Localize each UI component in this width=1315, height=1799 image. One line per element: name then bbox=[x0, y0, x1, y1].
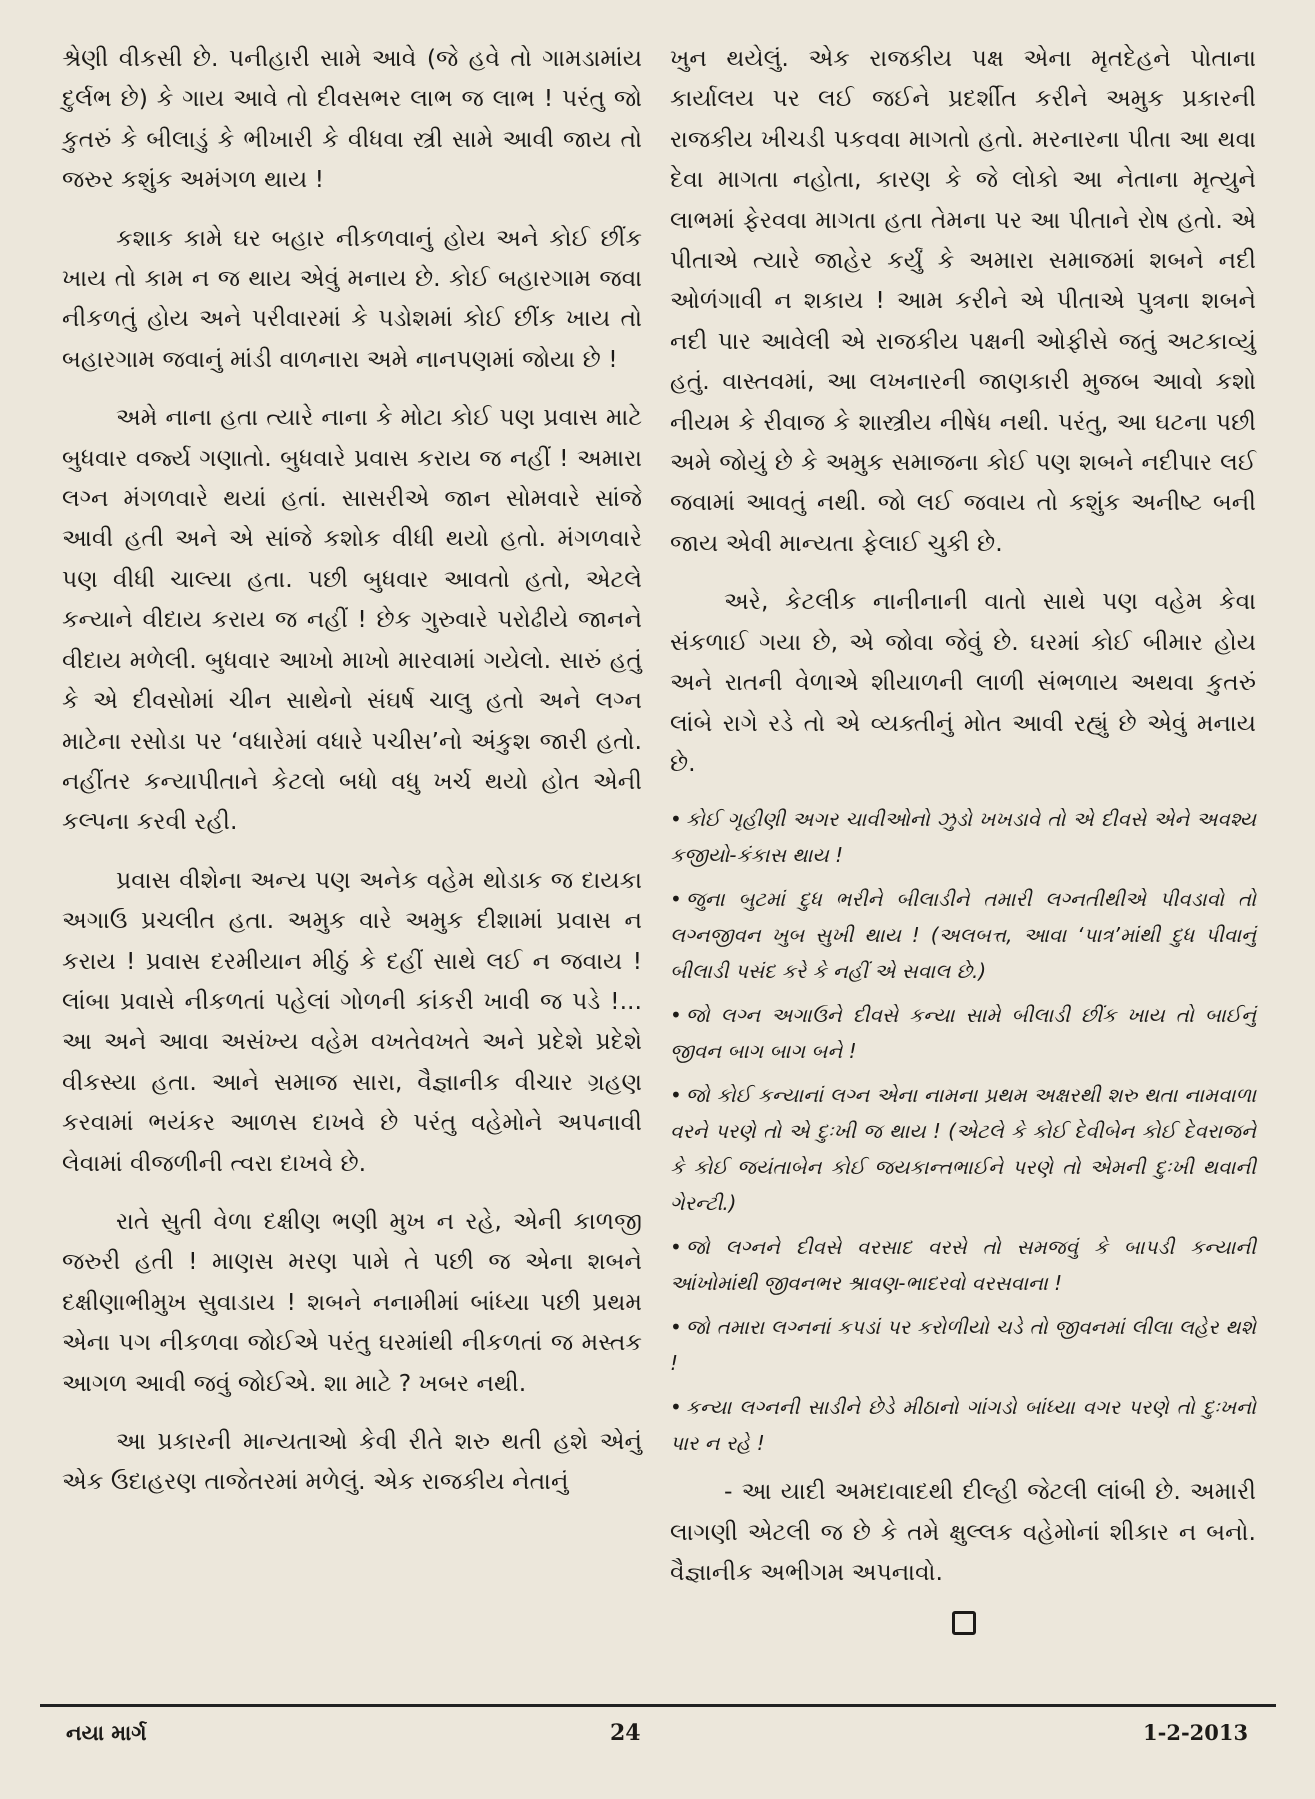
list-item-text: જો તમારા લગ્નનાં કપડાં પર કરોળીયો ચડે તો જીવનમાં લીલા લહેર થશે ! bbox=[670, 1315, 1256, 1376]
right-column bbox=[670, 38, 1256, 1635]
bullet-mark: • bbox=[670, 1083, 682, 1108]
bullet-mark: • bbox=[670, 1395, 682, 1420]
left-column bbox=[62, 38, 642, 1520]
left-paragraph-6: આ પ્રકારની માન્યતાઓ કેવી રીતે શરુ થતી હશે એનું એક ઉદાહરણ તાજેતરમાં મળેલું. એક રાજકીય નેતાનું bbox=[62, 1427, 642, 1496]
bullet-mark: • bbox=[670, 1003, 682, 1028]
footer-page-number: 24 bbox=[610, 1720, 641, 1746]
list-item bbox=[670, 1229, 1256, 1301]
list-item bbox=[670, 1077, 1256, 1221]
list-item bbox=[670, 1309, 1256, 1381]
left-paragraph-3: અમે નાના હતા ત્યારે નાના કે મોટા કોઈ પણ પ્રવાસ માટે બુધવાર વર્જ્ય ગણાતો. બુધવારે પ્રવાસ કરાય જ નહીં ! અમારા લગ્ન મંગળવારે થયાં હતાં. સાસરીએ જાન સોમવારે સાંજે આવી હતી અને એ સાંજે કશોક વીધી થયો હતો. મંગળવારે પણ વીધી ચાલ્યા હતા. પછી બુધવાર આવતો હતો, એટલે કન્યાને વીદાય કરાય જ નહીં ! છેક ગુરુવારે પરોઢીયે જાનને વીદાય મળેલી. બુધવાર આખો માખો મારવામાં ગયેલો. સારું હતું કે એ દીવસોમાં ચીન સાથેનો સંઘર્ષ ચાલુ હતો અને લગ્ન માટેના રસોડા પર ‘વધારેમાં વધારે પચીસ’નો અંકુશ જારી હતો. નહીંતર કન્યાપીતાને કેટલો બધો વધુ ખર્ચ થયો હોત એની કલ્પના કરવી રહી. bbox=[62, 403, 642, 836]
left-paragraph-4: પ્રવાસ વીશેના અન્ય પણ અનેક વહેમ થોડાક જ દાયકા અગાઉ પ્રચલીત હતા. અમુક વારે અમુક દીશામાં પ્રવાસ ન કરાય ! પ્રવાસ દરમીયાન મીઠું કે દહીં સાથે લઈ ન જવાય ! લાંબા પ્રવાસે નીકળતાં પહેલાં ગોળની કાંકરી ખાવી જ પડે !... આ અને આવા અસંખ્ય વહેમ વખતેવખતે અને પ્રદેશે પ્રદેશે વીકસ્યા હતા. આને સમાજ સારા, વૈજ્ઞાનીક વીચાર ગ્રહણ કરવામાં ભયંકર આળસ દાખવે છે પરંતુ વહેમોને અપનાવી લેવામાં વીજળીની ત્વરા દાખવે છે. bbox=[62, 865, 642, 1177]
left-paragraph-5: રાતે સુતી વેળા દક્ષીણ ભણી મુખ ન રહે, એની કાળજી જરુરી હતી ! માણસ મરણ પામે તે પછી જ એના શબને દક્ષીણાભીમુખ સુવાડાય ! શબને નનામીમાં બાંધ્યા પછી પ્રથમ એના પગ નીકળવા જોઈએ પરંતુ ઘરમાંથી નીકળતાં જ મસ્તક આગળ આવી જવું જોઈએ. શા માટે ? ખબર નથી. bbox=[62, 1206, 642, 1397]
bullet-mark: • bbox=[670, 807, 682, 832]
right-paragraph-1: ખુન થયેલું. એક રાજકીય પક્ષ એના મૃતદેહને પોતાના કાર્યાલય પર લઈ જઈને પ્રદર્શીત કરીને અમુક પ્રકારની રાજકીય ખીચડી પકવવા માગતો હતો. મરનારના પીતા આ થવા દેવા માગતા નહોતા, કારણ કે જે લોકો આ નેતાના મૃત્યુને લાભમાં ફેરવવા માગતા હતા તેમના પર આ પીતાને રોષ હતો. એ પીતાએ ત્યારે જાહેર કર્યું કે અમારા સમાજમાં શબને નદી ઓળંગાવી ન શકાય ! આમ કરીને એ પીતાએ પુત્રના શબને નદી પાર આવેલી એ રાજકીય પક્ષની ઓફીસે જતું અટકાવ્યું હતું. વાસ્તવમાં, આ લખનારની જાણકારી મુજબ આવો કશો નીયમ કે રીવાજ કે શાસ્ત્રીય નીષેધ નથી. પરંતુ, આ ઘટના પછી અમે જોયું છે કે અમુક સમાજના કોઈ પણ શબને નદીપાર લઈ જવામાં આવતું નથી. જો લઈ જવાય તો કશુંક અનીષ્ટ બની જાય એવી માન્યતા ફેલાઈ ચુકી છે. bbox=[670, 44, 1256, 557]
left-paragraph-2: કશાક કામે ઘર બહાર નીકળવાનું હોય અને કોઈ છીંક ખાય તો કામ ન જ થાય એવું મનાય છે. કોઈ બહારગામ જવા નીકળતું હોય અને પરીવારમાં કે પડોશમાં કોઈ છીંક ખાય તો બહારગામ જવાનું માંડી વાળનારા અમે નાનપણમાં જોયા છે ! bbox=[62, 223, 642, 373]
left-paragraph-1: શ્રેણી વીકસી છે. પનીહારી સામે આવે (જે હવે તો ગામડામાંય દુર્લભ છે) કે ગાય આવે તો દીવસભર લાભ જ લાભ ! પરંતુ જો કુતરું કે બીલાડું કે ભીખારી કે વીધવા સ્ત્રી સામે આવી જાય તો જરુર કશુંક અમંગળ થાય ! bbox=[62, 44, 642, 194]
list-item bbox=[670, 801, 1256, 873]
list-item-text: જો કોઈ કન્યાનાં લગ્ન એના નામના પ્રથમ અક્ષરથી શરુ થતા નામવાળા વરને પરણે તો એ દુઃખી જ થાય ! (એટલે કે કોઈ દેવીબેન કોઈ દેવરાજને કે કોઈ જયંતાબેન કોઈ જયકાન્તભાઈને પરણે તો એમની દુઃખી થવાની ગેરન્ટી.) bbox=[670, 1083, 1256, 1216]
list-item bbox=[670, 881, 1256, 989]
footer-date: 1-2-2013 bbox=[1143, 1720, 1249, 1745]
closing-paragraph: - આ યાદી અમદાવાદથી દીલ્હી જેટલી લાંબી છે. અમારી લાગણી એટલી જ છે કે તમે ક્ષુલ્લક વહેમોનાં શીકાર ન બનો. વૈજ્ઞાનીક અભીગમ અપનાવો. bbox=[670, 1477, 1256, 1587]
list-item-text: જો લગ્ન અગાઉને દીવસે કન્યા સામે બીલાડી છીંક ખાય તો બાઈનું જીવન બાગ બાગ બને ! bbox=[670, 1003, 1256, 1064]
list-item-text: કન્યા લગ્નની સાડીને છેડે મીઠાનો ગાંગડો બાંધ્યા વગર પરણે તો દુઃખનો પાર ન રહે ! bbox=[670, 1395, 1256, 1456]
footer-publication-name: નયા માર્ગ bbox=[66, 1720, 147, 1745]
bullet-mark: • bbox=[670, 1235, 682, 1260]
list-item-text: કોઈ ગૃહીણી અગર ચાવીઓનો ઝુડો ખખડાવે તો એ દીવસે એને અવશ્ય કજીયો-કંકાસ થાય ! bbox=[670, 807, 1256, 868]
footer-divider bbox=[40, 1704, 1276, 1707]
superstition-list bbox=[670, 801, 1256, 1461]
right-paragraph-2: અરે, કેટલીક નાનીનાની વાતો સાથે પણ વહેમ કેવા સંકળાઈ ગયા છે, એ જોવા જેવું છે. ઘરમાં કોઈ બીમાર હોય અને રાતની વેળાએ શીયાળની લાળી સંભળાય અથવા કુતરું લાંબે રાગે રડે તો એ વ્યક્તીનું મોત આવી રહ્યું છે એવું મનાય છે. bbox=[670, 587, 1256, 777]
list-item bbox=[670, 997, 1256, 1069]
list-item bbox=[670, 1389, 1256, 1461]
bullet-mark: • bbox=[670, 887, 682, 912]
end-of-article-box-icon bbox=[952, 1611, 976, 1635]
list-item-text: જુના બુટમાં દુધ ભરીને બીલાડીને તમારી લગ્નતીથીએ પીવડાવો તો લગ્નજીવન ખુબ સુખી થાય ! (અલબત્ત, આવા ‘પાત્ર’માંથી દુધ પીવાનું બીલાડી પસંદ કરે કે નહીં એ સવાલ છે.) bbox=[670, 887, 1256, 984]
bullet-mark: • bbox=[670, 1315, 682, 1340]
list-item-text: જો લગ્નને દીવસે વરસાદ વરસે તો સમજવું કે બાપડી કન્યાની આંખોમાંથી જીવનભર શ્રાવણ-ભાદરવો વરસવાના ! bbox=[670, 1235, 1256, 1296]
